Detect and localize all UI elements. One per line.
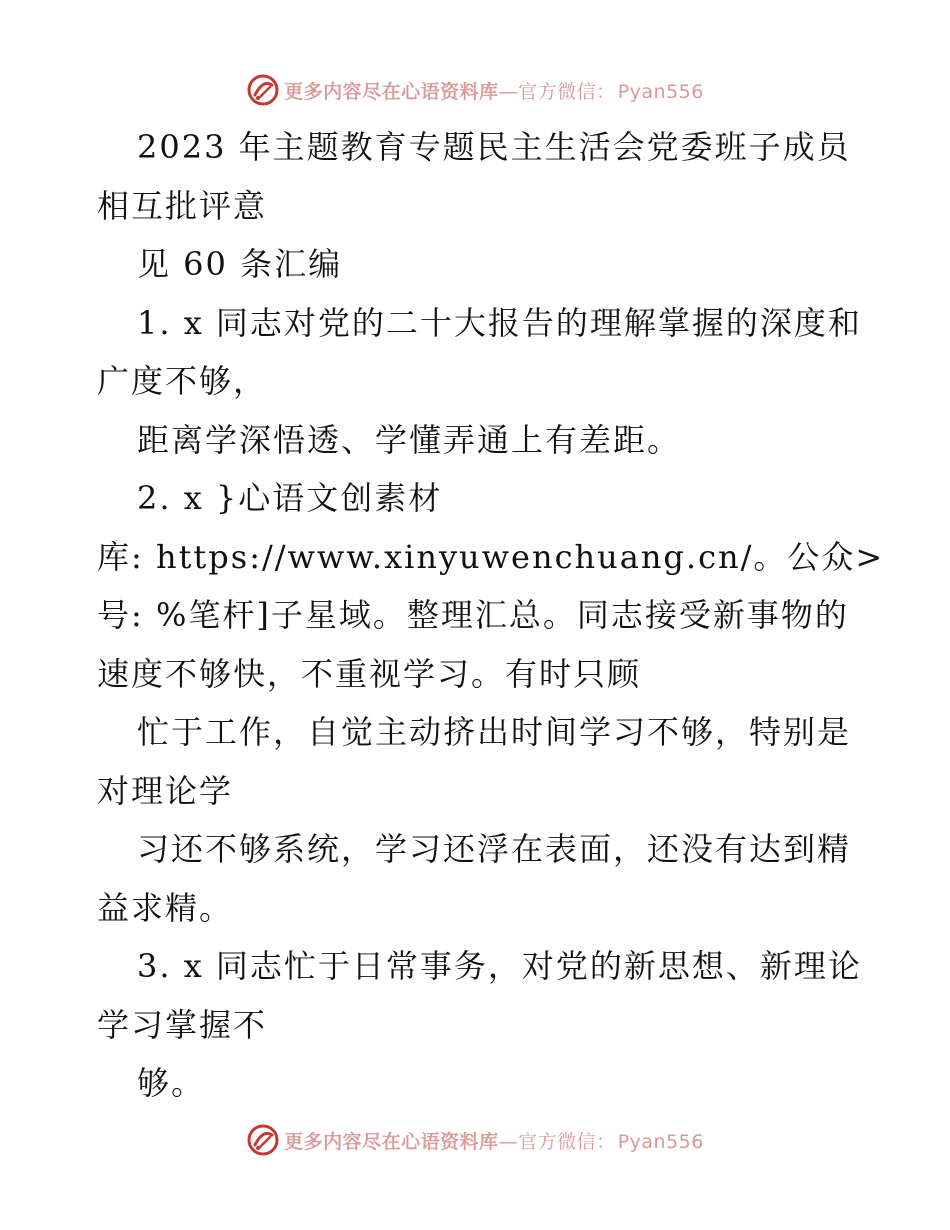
brush-logo-icon bbox=[246, 73, 280, 107]
text-line: 速度不够快，不重视学习。有时只顾 bbox=[97, 654, 642, 693]
text-line: 学习掌握不 bbox=[97, 1005, 268, 1044]
text-line: 习还不够系统，学习还浮在表面，还没有达到精 bbox=[137, 830, 852, 868]
brush-logo-icon bbox=[246, 1123, 280, 1157]
text-line: 2023 年主题教育专题民主生活会党委班子成员 bbox=[137, 128, 851, 166]
text-line: 忙于工作，自觉主动挤出时间学习不够，特别是 bbox=[137, 713, 852, 751]
text-line: 相互批评意 bbox=[97, 186, 268, 225]
text-line: 够。 bbox=[137, 1064, 206, 1102]
text-line: 对理论学 bbox=[97, 771, 234, 810]
text-line: 库: https://www.xinyuwenchuang.cn/。公众> bbox=[97, 537, 885, 576]
text-line: 号: %笔杆]子星域。整理汇总。同志接受新事物的 bbox=[97, 596, 849, 634]
text-line: 2. x }心语文创素材 bbox=[137, 479, 443, 517]
text-line: 1. x 同志对党的二十大报告的理解掌握的深度和 bbox=[137, 303, 862, 342]
document-body bbox=[97, 118, 885, 1113]
watermark-text: 更多内容尽在心语资料库—官方微信： Pyan556 bbox=[284, 1130, 704, 1153]
text-line: 益求精。 bbox=[97, 888, 234, 927]
text-line: 距离学深悟透、学懂弄通上有差距。 bbox=[137, 420, 682, 459]
text-line: 广度不够， bbox=[97, 362, 268, 400]
text-line: 见 60 条汇编 bbox=[137, 245, 343, 283]
footer-watermark bbox=[0, 1120, 950, 1160]
header-watermark bbox=[0, 70, 950, 110]
watermark-text: 更多内容尽在心语资料库—官方微信： Pyan556 bbox=[284, 80, 704, 103]
text-line: 3. x 同志忙于日常事务，对党的新思想、新理论 bbox=[137, 947, 862, 985]
